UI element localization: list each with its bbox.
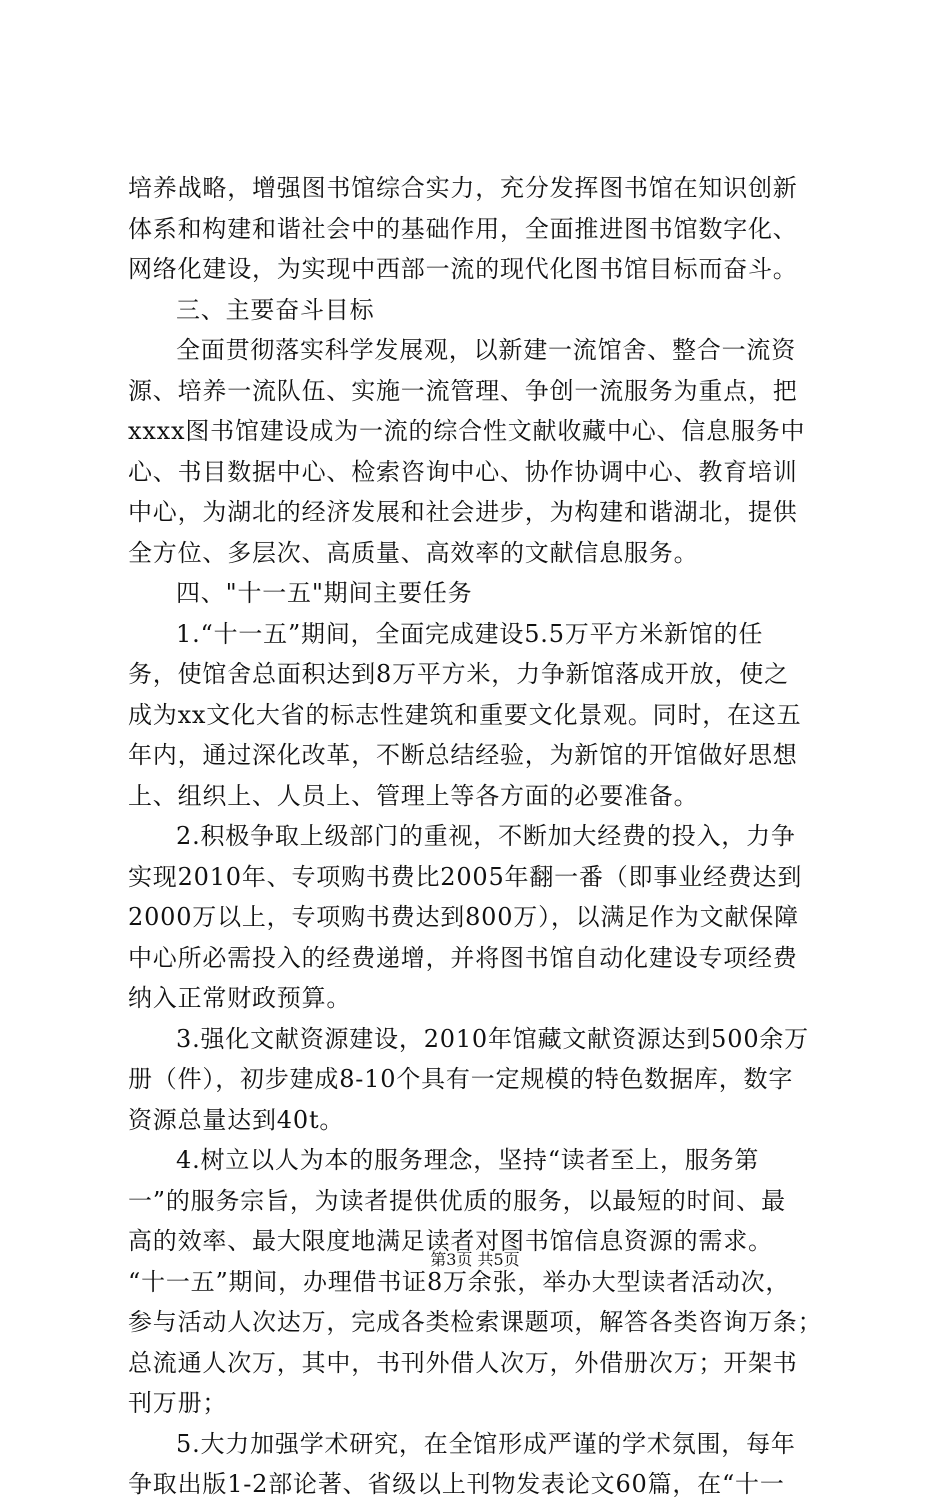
text-line: 中心所必需投入的经费递增，并将图书馆自动化建设专项经费 <box>128 943 798 972</box>
text-line: 网络化建设，为实现中西部一流的现代化图书馆目标而奋斗。 <box>128 255 798 283</box>
text-line: 3.强化文献资源建设，2010年馆藏文献资源达到500余万 <box>176 1024 809 1053</box>
text-line: 1.“十一五”期间，全面完成建设5.5万平方米新馆的任 <box>176 619 764 648</box>
text-line: 培养战略，增强图书馆综合实力，充分发挥图书馆在知识创新 <box>128 174 798 202</box>
text-line: 心、书目数据中心、检索咨询中心、协作协调中心、教育培训 <box>128 457 798 486</box>
text-line: “十一五”期间，办理借书证8万余张，举办大型读者活动次， <box>128 1267 791 1296</box>
text-line: 2000万以上，专项购书费达到800万），以满足作为文献保障 <box>128 903 799 931</box>
text-line: 5.大力加强学术研究，在全馆形成严谨的学术氛围，每年 <box>176 1429 796 1458</box>
text-line: 4.树立以人为本的服务理念，坚持“读者至上，服务第 <box>176 1146 760 1174</box>
text-line: 一”的服务宗旨，为读者提供优质的服务，以最短的时间、最 <box>128 1186 786 1215</box>
text-line: 全方位、多层次、高质量、高效率的文献信息服务。 <box>128 538 699 567</box>
text-line: 全面贯彻落实科学发展观，以新建一流馆舍、整合一流资 <box>176 336 796 364</box>
text-line: 总流通人次万，其中，书刊外借人次万，外借册次万；开架书 <box>128 1348 798 1377</box>
text-line: 务，使馆舍总面积达到8万平方米，力争新馆落成开放，使之 <box>128 660 789 688</box>
text-line: 参与活动人次达万，完成各类检索课题项，解答各类咨询万条； <box>128 1308 823 1336</box>
document-body <box>128 168 828 1505</box>
text-line: 年内，通过深化改革，不断总结经验，为新馆的开馆做好思想 <box>128 741 798 769</box>
text-line: 源、培养一流队伍、实施一流管理、争创一流服务为重点，把 <box>128 376 798 405</box>
text-line: 体系和构建和谐社会中的基础作用，全面推进图书馆数字化、 <box>128 214 798 243</box>
text-line: 三、主要奋斗目标 <box>176 295 375 324</box>
text-line: 争取出版1-2部论著、省级以上刊物发表论文60篇，在“十一 <box>128 1470 785 1498</box>
text-line: xxxx图书馆建设成为一流的综合性文献收藏中心、信息服务中 <box>128 417 806 445</box>
text-line: 册（件），初步建成8-10个具有一定规模的特色数据库，数字 <box>128 1065 794 1093</box>
text-line: 四、"十一五"期间主要任务 <box>176 579 473 607</box>
text-line: 高的效率、最大限度地满足读者对图书馆信息资源的需求。 <box>128 1227 773 1255</box>
text-line: 中心，为湖北的经济发展和社会进步，为构建和谐湖北，提供 <box>128 498 798 526</box>
text-line: 纳入正常财政预算。 <box>128 984 352 1012</box>
page-footer: 第3页 共5页 <box>430 1250 520 1269</box>
text-line: 成为xx文化大省的标志性建筑和重要文化景观。同时，在这五 <box>128 700 802 729</box>
text-line: 实现2010年、专项购书费比2005年翻一番（即事业经费达到 <box>128 862 803 891</box>
text-line: 资源总量达到40t。 <box>128 1105 345 1134</box>
text-line: 上、组织上、人员上、管理上等各方面的必要准备。 <box>128 781 699 810</box>
text-line: 刊万册； <box>128 1389 228 1417</box>
text-line: 2.积极争取上级部门的重视，不断加大经费的投入，力争 <box>176 822 796 850</box>
